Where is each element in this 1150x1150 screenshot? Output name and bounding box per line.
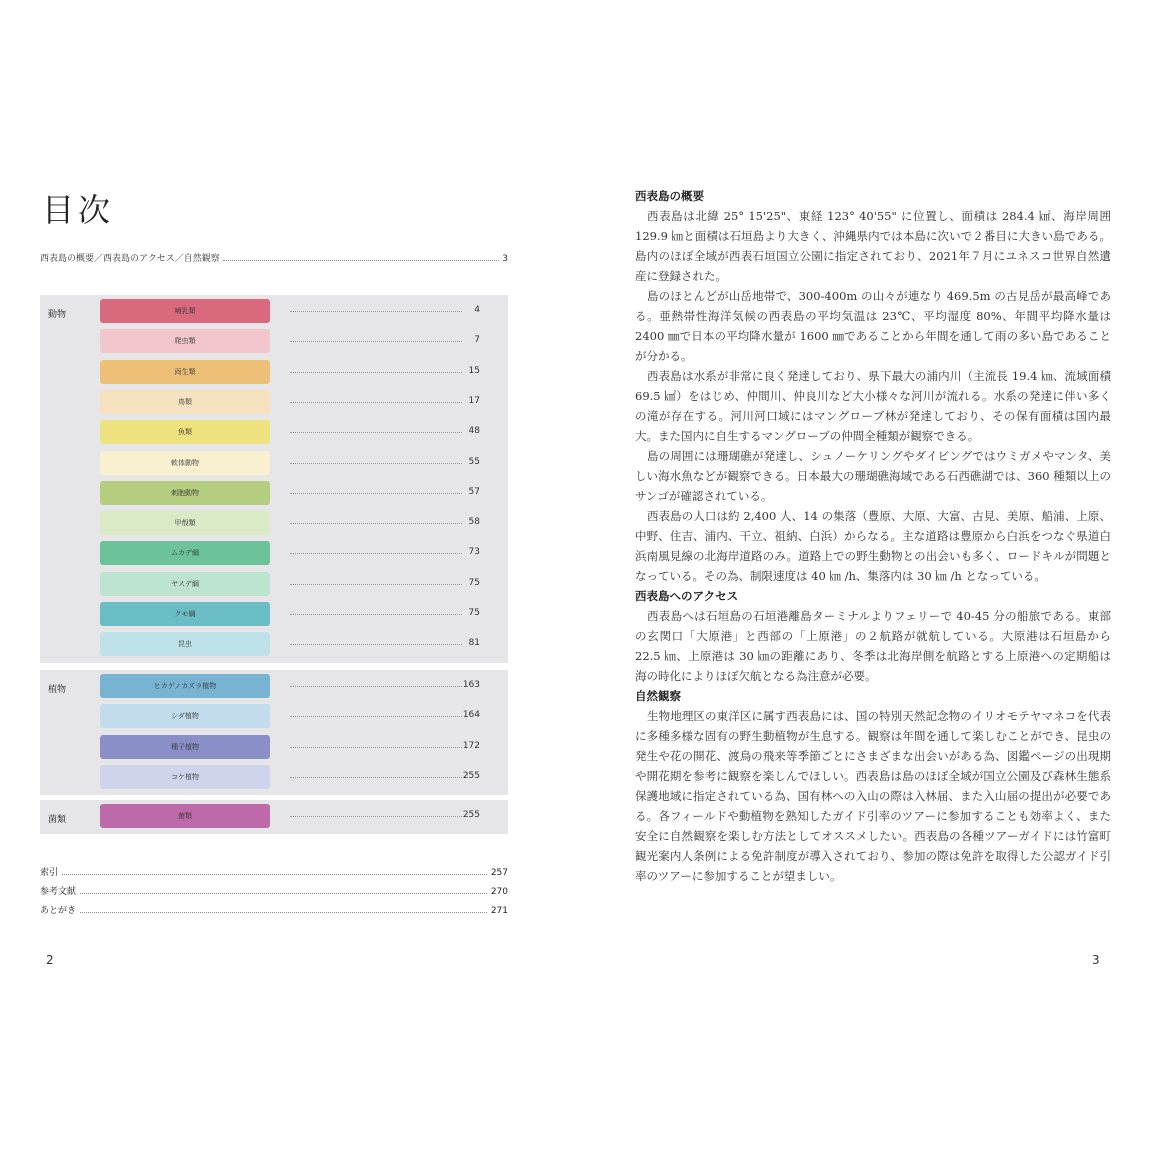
toc-entry[interactable] <box>100 632 508 658</box>
toc-category-label: ヤスデ綱 <box>100 572 270 596</box>
toc-section-label: 植物 <box>48 685 67 695</box>
toc-category-label: ムカデ綱 <box>100 541 270 565</box>
toc-entry[interactable] <box>100 360 508 386</box>
toc-entry[interactable] <box>100 735 508 761</box>
toc-section <box>40 670 508 795</box>
toc-entry[interactable] <box>100 572 508 598</box>
toc-category-label: 魚類 <box>100 420 270 444</box>
toc-leader-dots <box>290 686 462 687</box>
body-text <box>635 186 1111 886</box>
toc-leader-dots <box>290 432 462 433</box>
page-number-left: 2 <box>46 953 54 967</box>
toc-entry[interactable] <box>100 390 508 416</box>
toc-category-label: 種子植物 <box>100 735 270 759</box>
toc-leader-dots <box>290 463 462 464</box>
back-matter-label: 参考文献 <box>40 887 77 897</box>
toc-page-number: 17 <box>468 396 480 406</box>
toc-page-number: 75 <box>468 578 480 588</box>
toc-leader-dots <box>290 584 462 585</box>
toc-page-number: 4 <box>474 305 480 315</box>
toc-category-label: 両生類 <box>100 360 270 384</box>
toc-entry[interactable] <box>100 541 508 567</box>
toc-leader-dots <box>80 893 487 894</box>
toc-intro-page: 3 <box>502 254 508 264</box>
toc-entry[interactable] <box>100 329 508 355</box>
toc-entry[interactable] <box>100 299 508 325</box>
toc-section <box>40 295 508 663</box>
body-paragraph: 西表島は北緯 25° 15'25"、東経 123° 40'55" に位置し、面積は 284.4 ㎢、海岸周囲 129.9 ㎞と面積は石垣島より大きく、沖縄県内では本島に次いで２番目に大きい島である。島内のほぼ全域が西表石垣国立公園に指定されており、2021年７月にユネスコ世界自然遺産に登録された。 <box>635 209 1111 283</box>
section-heading: 西表島へのアクセス <box>635 589 739 603</box>
toc-entry[interactable] <box>100 481 508 507</box>
toc-page-number: 55 <box>468 457 480 467</box>
back-matter-entry[interactable] <box>40 900 508 916</box>
toc-page-number: 255 <box>462 771 480 781</box>
toc-section <box>40 800 508 834</box>
toc-page-number: 164 <box>462 710 480 720</box>
toc-category-label: 軟体動物 <box>100 451 270 475</box>
toc-entry[interactable] <box>100 511 508 537</box>
toc-category-label: 鳥類 <box>100 390 270 414</box>
toc-category-label: 昆虫 <box>100 632 270 656</box>
toc-leader-dots <box>290 553 462 554</box>
toc-category-label: 爬虫類 <box>100 329 270 353</box>
body-paragraph: 西表島へは石垣島の石垣港離島ターミナルよりフェリーで 40-45 分の船旅である。東部の玄関口「大原港」と西部の「上原港」の２航路が就航している。大原港は石垣島から 22.5 ㎞、上原港は 30 ㎞の距離にあり、冬季は北海岸側を航路とする上原港への定期船は海の時化によりほぼ欠航となる為注意が必要。 <box>635 609 1111 683</box>
toc-category-label: シダ植物 <box>100 704 270 728</box>
toc-category-label: 甲殻類 <box>100 511 270 535</box>
section-heading: 自然観察 <box>635 689 681 703</box>
toc-leader-dots <box>290 372 462 373</box>
toc-page-number: 15 <box>468 366 480 376</box>
toc-leader-dots <box>80 912 487 913</box>
left-page <box>0 0 560 1150</box>
toc-category-label: 菌類 <box>100 804 270 828</box>
toc-leader-dots <box>290 311 462 312</box>
body-paragraph: 西表島の人口は約 2,400 人、14 の集落（豊原、大原、大富、古見、美原、船浦、上原、中野、住吉、浦内、干立、祖納、白浜）からなる。主な道路は豊原から白浜をつなぐ県道白浜南風見線の北海岸道路のみ。道路上での野生動物との出会いも多く、ロードキルが問題となっている。その為、制限速度は 40 ㎞ /h、集落内は 30 ㎞ /h となっている。 <box>635 509 1111 583</box>
toc-page-number: 163 <box>462 680 480 690</box>
toc-page-number: 7 <box>474 335 480 345</box>
toc-category-label: 刺胞動物 <box>100 481 270 505</box>
back-matter-page: 257 <box>490 868 508 878</box>
toc-page-number: 75 <box>468 608 480 618</box>
back-matter-label: あとがき <box>40 906 77 916</box>
body-paragraph: 西表島は水系が非常に良く発達しており、県下最大の浦内川（主流長 19.4 ㎞、流域面積 69.5 ㎢）をはじめ、仲間川、仲良川など大小様々な河川が流れる。水系の発達に伴い多くの滝が存在する。河川河口域にはマングローブ林が発達しており、その保有面積は国内最大。また国内に自生するマングローブの仲間全種類が観察できる。 <box>635 369 1111 443</box>
toc-entry[interactable] <box>100 765 508 791</box>
toc-leader-dots <box>223 260 500 261</box>
toc-entry[interactable] <box>100 804 508 830</box>
toc-entry[interactable] <box>100 704 508 730</box>
toc-page-number: 73 <box>468 547 480 557</box>
body-paragraph: 島のほとんどが山岳地帯で、300-400m の山々が連なり 469.5m の古見岳が最高峰である。亜熱帯性海洋気候の西表島の平均気温は 23℃、平均湿度 80%、年間平均降水量は 2400 ㎜で日本の平均降水量が 1600 ㎜であることから年間を通して雨の多い島であることが分かる。 <box>635 289 1111 363</box>
section-heading: 西表島の概要 <box>635 189 704 203</box>
toc-category-label: ヒカゲノカズラ植物 <box>100 674 270 698</box>
back-matter-page: 271 <box>490 906 508 916</box>
toc-leader-dots <box>290 644 462 645</box>
toc-category-label: クモ綱 <box>100 602 270 626</box>
back-matter-label: 索引 <box>40 868 59 878</box>
toc-page-number: 58 <box>468 517 480 527</box>
back-matter-page: 270 <box>490 887 508 897</box>
toc-leader-dots <box>290 716 462 717</box>
toc-leader-dots <box>290 493 462 494</box>
back-matter-entry[interactable] <box>40 862 508 878</box>
page-number-right: 3 <box>1092 953 1100 967</box>
toc-title: 目次 <box>42 191 115 229</box>
toc-leader-dots <box>290 523 462 524</box>
body-paragraph: 生物地理区の東洋区に属す西表島には、国の特別天然記念物のイリオモテヤマネコを代表に多種多様な固有の野生動植物が生息する。観察は年間を通して楽しむことができ、昆虫の発生や花の開花、渡鳥の飛来等季節ごとにさまざまな出会いがある為、図鑑ページの出現期や開花期を参考に観察を楽しんでほしい。西表島は島のほぼ全域が国立公園及び森林生態系保護地域に指定されている為、国有林への入山の際は入林届、また入山届の提出が必要である。各フィールドや動植物を熟知したガイド引率のツアーに参加することも効率よく、また安全に自然観察を楽しむ方法としてオススメしたい。西表島の各種ツアーガイドには竹富町観光案内人条例による免許制度が導入されており、参加の際は免許を取得した公認ガイド引率のツアーに参加することが望ましい。 <box>635 709 1111 883</box>
body-paragraph: 島の周囲には珊瑚礁が発達し、シュノーケリングやダイビングではウミガメやマンタ、美しい海水魚などが観察できる。日本最大の珊瑚礁海域である石西礁湖では、360 種類以上のサンゴが確認されている。 <box>635 449 1111 503</box>
toc-section-label: 動物 <box>48 310 67 320</box>
toc-section-label: 菌類 <box>48 815 67 825</box>
toc-leader-dots <box>290 816 462 817</box>
toc-entry[interactable] <box>100 602 508 628</box>
toc-page-number: 57 <box>468 487 480 497</box>
toc-intro-entry[interactable] <box>40 250 508 264</box>
toc-leader-dots <box>290 614 462 615</box>
toc-page-number: 172 <box>462 741 480 751</box>
toc-leader-dots <box>290 402 462 403</box>
toc-leader-dots <box>290 341 462 342</box>
toc-page-number: 48 <box>468 426 480 436</box>
toc-entry[interactable] <box>100 420 508 446</box>
back-matter-entry[interactable] <box>40 881 508 897</box>
right-page <box>575 0 1150 1150</box>
toc-category-label: コケ植物 <box>100 765 270 789</box>
toc-intro-label: 西表島の概要／西表島のアクセス／自然観察 <box>40 254 220 264</box>
toc-leader-dots <box>290 777 462 778</box>
toc-entry[interactable] <box>100 674 508 700</box>
toc-leader-dots <box>62 874 487 875</box>
toc-leader-dots <box>290 747 462 748</box>
toc-page-number: 81 <box>468 638 480 648</box>
toc-category-label: 哺乳類 <box>100 299 270 323</box>
toc-page-number: 255 <box>462 810 480 820</box>
toc-entry[interactable] <box>100 451 508 477</box>
